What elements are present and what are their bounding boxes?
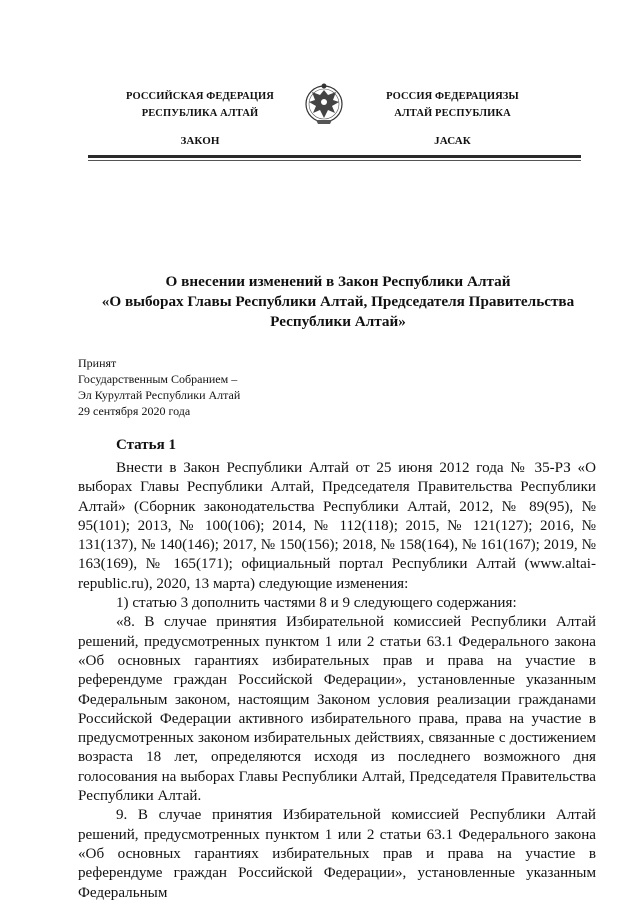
amendment-part-9: 9. В случае принятия Избирательной комиссией Республики Алтай решений, предусмотренных пунктом 1 или 2 статьи 63.1 Федерального закона «Об основных гарантиях избирательных прав и права на участие в референдуме граждан Российской Федерации», установленные указанным Федеральным	[78, 807, 596, 901]
amendment-part-8: «8. В случае принятия Избирательной комиссией Республики Алтай решений, предусмотренных пунктом 1 или 2 статьи 63.1 Федерального закона «Об основных гарантиях избирательных прав и права на участие в референдуме граждан Российской Федерации», установленные указанным Федеральным законом, настоящим Законом условия реализации гражданами Российской Федерации активного избирательного права, права на участие в предусмотренных законом избирательных действиях, связанные с достижением возраста 18 лет, определяются исходя из последнего возможного дня голосования на выборах Главы Республики Алтай, Председателя Правительства Республики Алтай.	[78, 614, 596, 805]
law-title	[78, 272, 598, 332]
header-left-country: РОССИЙСКАЯ ФЕДЕРАЦИЯ	[126, 91, 274, 102]
article-intro: Внести в Закон Республики Алтай от 25 июня 2012 года № 35-РЗ «О выборах Главы Республики Алтай, Председателя Правительства Республики Алтай» (Сборник законодательства Республики Алтай, 2012, № 89(95), № 95(101); 2013, № 100(106); 2014, № 112(118); 2015, № 121(127); 2016, № 131(137), № 140(146); 2017, № 150(156); 2018, № 158(164), № 161(167); 2019, № 163(169), № 165(171); официальный портал Республики Алтай (www.altai-republic.ru), 2020, 13 марта) следующие изменения:	[78, 460, 596, 592]
header-left-doc-type: ЗАКОН	[180, 135, 220, 147]
title-line: О внесении изменений в Закон Республики Алтай	[165, 273, 511, 290]
header-right-country: РОССИЯ ФЕДЕРАЦИЯЗЫ	[386, 91, 519, 102]
article-body	[78, 459, 596, 903]
coat-of-arms-icon	[302, 80, 346, 128]
title-line: Республики Алтай»	[270, 313, 406, 330]
header-right	[355, 88, 550, 150]
header-right-doc-type: JАСАК	[434, 135, 471, 147]
header-right-republic: АЛТАЙ РЕСПУБЛИКА	[394, 108, 511, 119]
adoption-date: 29 сентября 2020 года	[78, 404, 191, 418]
header-left-republic: РЕСПУБЛИКА АЛТАЙ	[141, 108, 259, 119]
adoption-note	[78, 355, 240, 419]
adoption-line: Государственным Собранием –	[78, 372, 238, 386]
adoption-line: Принят	[78, 356, 117, 370]
article-heading: Статья 1	[116, 437, 176, 453]
header-left	[100, 88, 300, 150]
header-divider-thin	[88, 160, 581, 161]
adoption-line: Эл Курултай Республики Алтай	[78, 388, 241, 402]
header-divider	[88, 155, 581, 158]
title-line: «О выборах Главы Республики Алтай, Председателя Правительства	[101, 293, 575, 310]
amendment-item-1: 1) статью 3 дополнить частями 8 и 9 следующего содержания:	[116, 595, 517, 612]
